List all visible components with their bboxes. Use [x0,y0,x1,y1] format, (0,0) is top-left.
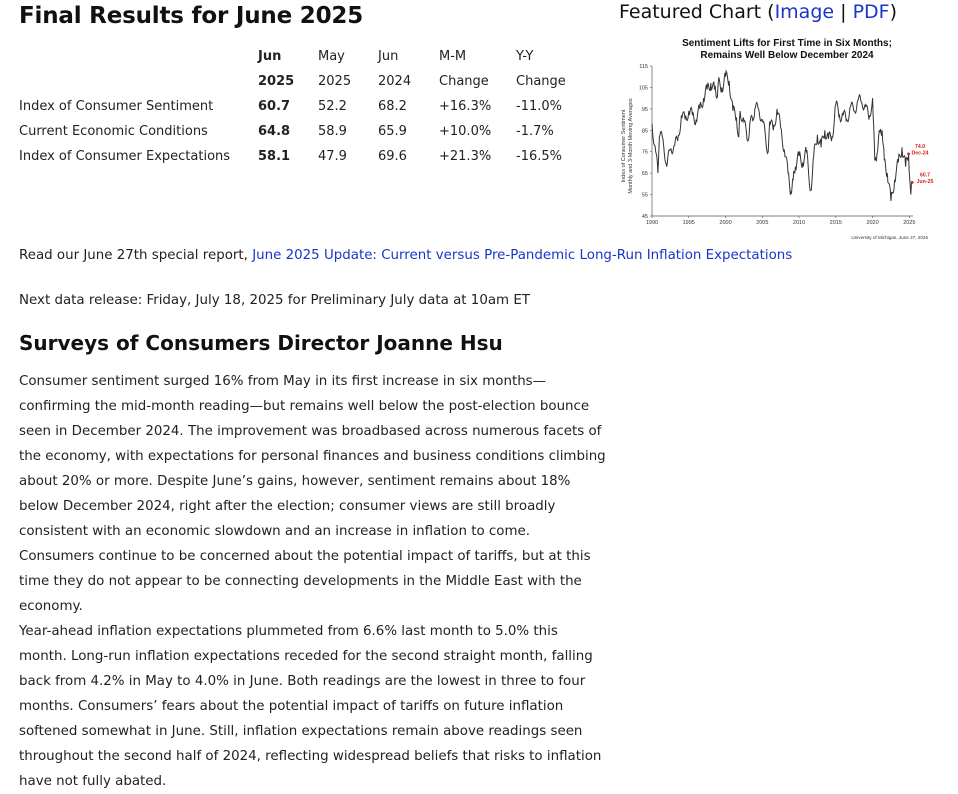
cell-may2025: 47.9 [318,149,347,164]
special-report-link[interactable]: June 2025 Update: Current versus Pre-Pandemic Long-Run Inflation Expectations [252,248,793,263]
col-header-mm-sub: Change [439,74,489,89]
annotation-jun-marker [911,181,914,184]
annotation-jun-value: 60.7 [919,172,931,179]
annotation-dec-marker [907,152,910,155]
chart-y-tick-label: 65 [641,171,648,178]
sentiment-line [652,71,912,201]
chart-y-ticks [639,64,652,220]
table-header-row [19,69,586,94]
chart-x-tick-label: 2010 [792,220,806,226]
annotation-dec-value: 74.0 [914,143,926,150]
chart-y-tick-label: 85 [641,128,648,135]
col-header-yy-sub: Change [516,74,566,89]
chart-x-tick-label: 1995 [682,220,695,226]
featured-chart-svg [617,34,937,244]
table-row [19,119,586,144]
chart-annotations [907,144,933,185]
col-header-jun2025-year: 2025 [258,74,295,89]
annotation-jun-label: Jun-25 [916,178,934,185]
chart-x-tick-label: 2025 [903,220,916,226]
table-header-empty [19,69,258,94]
annotation-dec-label: Dec-24 [911,150,929,157]
cell-mm: +10.0% [439,124,492,139]
chart-y-tick-label: 115 [639,64,648,70]
table-header-empty [19,44,258,69]
chart-y-tick-label: 75 [641,149,648,156]
chart-y-tick-label: 45 [641,214,648,220]
section-title: Surveys of Consumers Director Joanne Hsu [19,331,503,355]
chart-ylabel-line1: Index of Consumer Sentiment [621,109,627,183]
cell-yy: -1.7% [516,124,554,139]
featured-suffix: ) [889,1,898,23]
table-row [19,94,586,119]
cell-jun2024: 69.6 [378,149,407,164]
row-label: Current Economic Conditions [19,124,208,139]
chart-y-tick-label: 95 [641,106,648,113]
col-header-jun2024: Jun [378,49,399,64]
featured-separator: | [834,1,853,23]
next-release-line: Next data release: Friday, July 18, 2025 for Preliminary July data at 10am ET [19,293,530,308]
cell-jun2025: 64.8 [258,124,291,139]
row-label: Index of Consumer Sentiment [19,99,214,114]
chart-title-line1: Sentiment Lifts for First Time in Six Months; [682,38,892,49]
featured-image-link[interactable]: Image [774,1,835,23]
cell-jun2025: 58.1 [258,149,291,164]
special-report-prefix: Read our June 27th special report, [19,248,253,263]
cell-jun2025: 60.7 [258,99,291,114]
col-header-mm: M-M [439,49,467,64]
row-label: Index of Consumer Expectations [19,149,231,164]
col-header-jun2024-year: 2024 [378,74,412,89]
cell-mm: +16.3% [439,99,492,114]
body-paragraph-1: Consumer sentiment surged 16% from May in its first increase in six months—confirming the mid-month reading—but remains well below the post-election bounce seen in December 2024. The improvement was broadbased across numerous facets of the economy, with expectations for personal finances and business conditions climbing about 20% or more. Despite June’s gains, however, sentiment remains about 18% below December 2024, right after the election; consumer views are still broadly consistent with an economic slowdown and an increase in inflation to come. Consumers continue to be concerned about the potential impact of tariffs, but at this time they do not appear to be connecting developments in the Middle East with the economy. [19,374,606,614]
cell-may2025: 52.2 [318,99,347,114]
cell-yy: -11.0% [516,99,562,114]
col-header-may2025: May [318,49,345,64]
chart-x-tick-label: 2020 [866,220,879,226]
cell-may2025: 58.9 [318,124,347,139]
featured-prefix: Featured Chart ( [619,1,775,23]
table-row [19,144,586,169]
special-report-line [19,243,792,268]
col-header-yy: Y-Y [516,49,534,64]
chart-x-tick-label: 2015 [829,220,842,226]
cell-yy: -16.5% [516,149,562,164]
col-header-may2025-year: 2025 [318,74,352,89]
chart-source: University of Michigan, June 27, 2025 [851,235,928,240]
page-title: Final Results for June 2025 [19,3,364,29]
cell-jun2024: 65.9 [378,124,407,139]
chart-y-tick-label: 55 [641,192,648,199]
col-header-jun2025: Jun [258,49,282,64]
cell-mm: +21.3% [439,149,492,164]
table-header-row [19,44,586,69]
cell-jun2024: 68.2 [378,99,407,114]
chart-x-tick-label: 1990 [645,220,659,226]
featured-pdf-link[interactable]: PDF [852,1,890,23]
chart-x-ticks [646,216,916,226]
featured-chart[interactable] [617,34,937,244]
chart-title-line2: Remains Well Below December 2024 [700,50,874,61]
body-paragraph-2: Year-ahead inflation expectations plummeted from 6.6% last month to 5.0% this month. Long-run inflation expectations receded for the second straight month, falling back from 4.2% in May to 4.0% in June. Both readings are the lowest in three to four months. Consumers’ fears about the potential impact of tariffs on future inflation softened somewhat in June. Still, inflation expectations remain above readings seen throughout the second half of 2024, reflecting widespread beliefs that risks to inflation have not fully abated. [19,624,602,789]
results-table [19,44,586,169]
featured-chart-heading [619,1,897,23]
chart-x-tick-label: 2000 [719,220,732,226]
chart-ylabel-line2: Monthly and 3-Month Moving Averages [628,98,634,194]
chart-x-tick-label: 2005 [756,220,769,226]
chart-y-tick-label: 105 [638,85,648,92]
